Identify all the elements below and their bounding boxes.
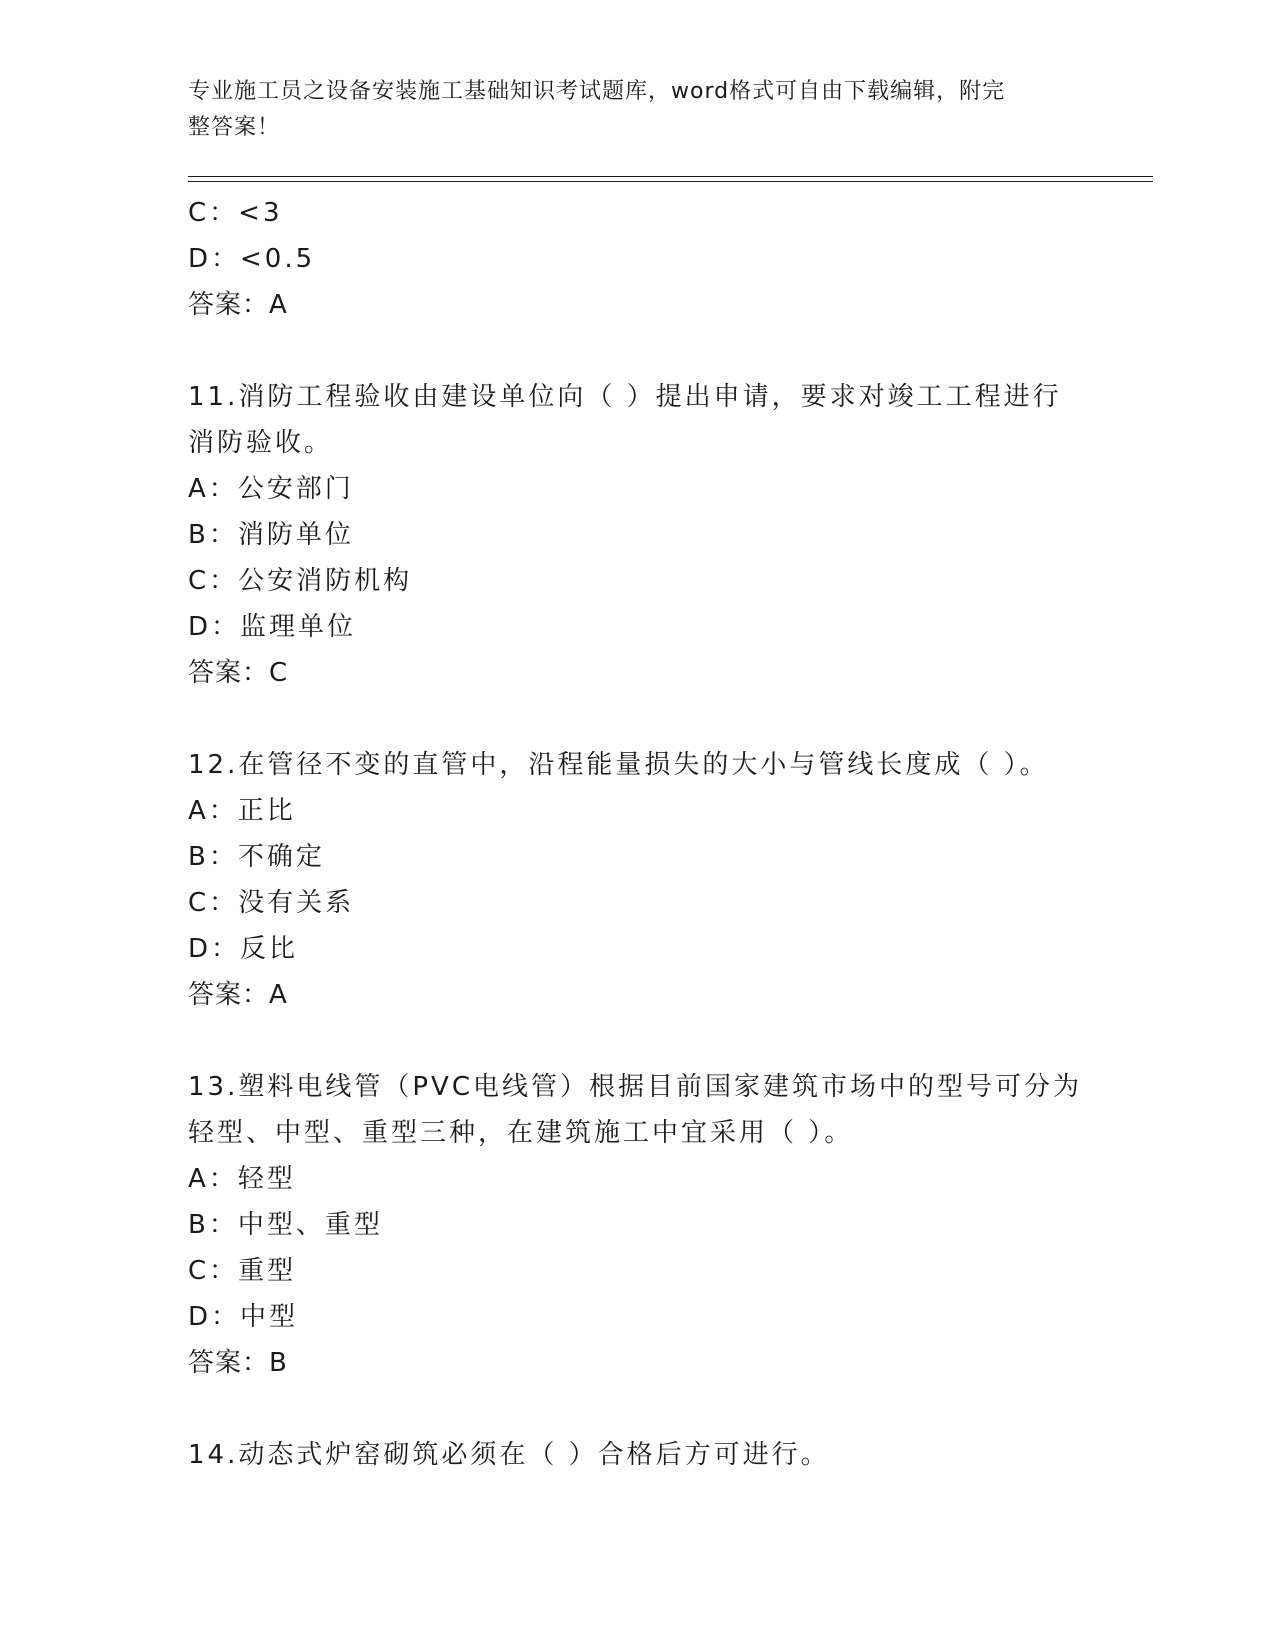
- header-line-1: 专业施工员之设备安装施工基础知识考试题库，word格式可自由下载编辑，附完: [188, 79, 1006, 104]
- header-line-2: 整答案！: [188, 115, 281, 140]
- question-text: 轻型、中型、重型三种，在建筑施工中宜采用（ ）。: [188, 1118, 854, 1148]
- answer-line: 答案：B: [188, 1348, 288, 1378]
- question-list: [188, 190, 1088, 1478]
- option-d: D：反比: [188, 934, 299, 964]
- answer-line: 答案：C: [188, 658, 289, 688]
- option-b: B：不确定: [188, 842, 325, 872]
- question-text: 13.塑料电线管（PVC电线管）根据目前国家建筑市场中的型号可分为: [188, 1072, 1082, 1102]
- question-text: 12.在管径不变的直管中，沿程能量损失的大小与管线长度成（ ）。: [188, 750, 1049, 780]
- header-divider-bottom: [188, 181, 1153, 182]
- option-a: A：轻型: [188, 1164, 296, 1194]
- option-c: C：没有关系: [188, 888, 355, 918]
- question-text: 消防验收。: [188, 428, 334, 458]
- question-text: 14.动态式炉窑砌筑必须在（ ）合格后方可进行。: [188, 1440, 830, 1470]
- option-d: D：<0.5: [188, 244, 316, 274]
- header-divider-top: [188, 176, 1153, 177]
- option-d: D：中型: [188, 1302, 299, 1332]
- option-c: C：重型: [188, 1256, 297, 1286]
- option-c: C：<3: [188, 198, 283, 228]
- option-c: C：公安消防机构: [188, 566, 413, 596]
- option-b: B：中型、重型: [188, 1210, 383, 1240]
- option-b: B：消防单位: [188, 520, 354, 550]
- option-d: D：监理单位: [188, 612, 357, 642]
- answer-line: 答案：A: [188, 290, 288, 320]
- question-text: 11.消防工程验收由建设单位向（ ）提出申请，要求对竣工工程进行: [188, 382, 1062, 412]
- document-header: [188, 74, 1068, 146]
- option-a: A：正比: [188, 796, 296, 826]
- option-a: A：公安部门: [188, 474, 354, 504]
- answer-line: 答案：A: [188, 980, 288, 1010]
